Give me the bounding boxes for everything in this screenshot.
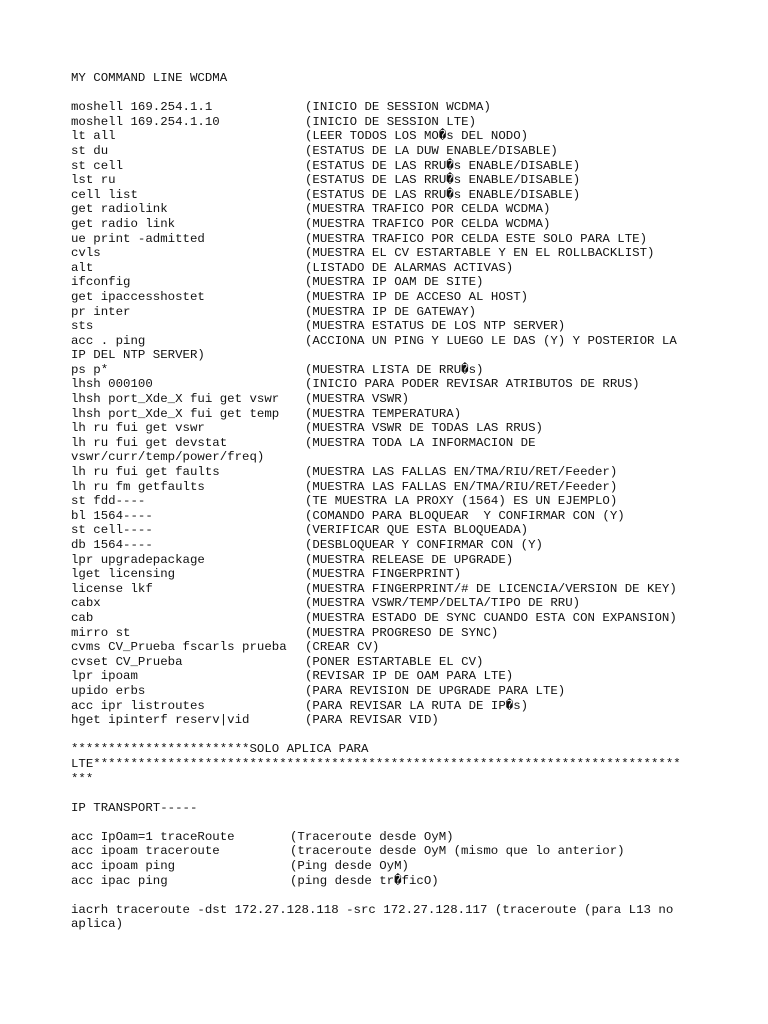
command-description: (MUESTRA RELEASE DE UPGRADE) — [305, 552, 514, 567]
command-description: (MUESTRA EL CV ESTARTABLE Y EN EL ROLLBACKLIST) — [305, 246, 655, 261]
command-text: get ipaccesshostet — [71, 289, 205, 304]
ip-command-list — [71, 830, 711, 888]
command-list — [71, 100, 711, 728]
command-row — [71, 830, 711, 845]
command-row — [71, 538, 711, 553]
lte-banner-line: LTE******************************************************************************* — [71, 756, 681, 771]
command-text: moshell 169.254.1.10 — [71, 114, 220, 129]
command-text: cab — [71, 610, 94, 625]
command-row — [71, 684, 711, 699]
command-text: bl 1564---- — [71, 508, 153, 523]
command-text: acc ipac ping — [71, 873, 168, 888]
command-text: get radiolink — [71, 202, 168, 217]
command-text: acc IpOam=1 traceRoute — [71, 829, 235, 844]
command-description: (PARA REVISAR LA RUTA DE IP�s) — [305, 698, 529, 713]
command-description: (MUESTRA IP OAM DE SITE) — [305, 275, 484, 290]
command-description: (DESBLOQUEAR Y CONFIRMAR CON (Y) — [305, 538, 543, 552]
command-description: (VERIFICAR QUE ESTA BLOQUEADA) — [305, 523, 529, 538]
command-text: license lkf — [71, 581, 153, 596]
command-row — [71, 699, 711, 714]
ip-transport-heading: IP TRANSPORT----- — [71, 800, 198, 815]
command-row — [71, 246, 711, 261]
command-row — [71, 509, 711, 524]
command-description: (ESTATUS DE LA DUW ENABLE/DISABLE) — [305, 143, 558, 158]
command-description: (ESTATUS DE LAS RRU�s ENABLE/DISABLE) — [305, 158, 581, 173]
command-description: (Traceroute desde OyM) — [290, 829, 454, 844]
command-description: (INICIO DE SESSION WCDMA) — [305, 100, 491, 115]
command-row — [71, 202, 711, 217]
command-text: acc ipr listroutes — [71, 698, 205, 713]
command-row — [71, 159, 711, 174]
command-description: (PARA REVISAR VID) — [305, 713, 439, 728]
command-text: upido erbs — [71, 683, 146, 698]
blank-line — [71, 86, 711, 101]
command-description: (CREAR CV) — [305, 640, 380, 655]
command-description: (INICIO DE SESSION LTE) — [305, 114, 477, 129]
command-text: lhsh port_Xde_X fui get vswr — [71, 392, 280, 407]
command-row — [71, 290, 711, 305]
command-row — [71, 596, 711, 611]
command-text: lh ru fm getfaults — [71, 479, 205, 494]
command-row — [71, 319, 711, 334]
iacrh-line: iacrh traceroute -dst 172.27.128.118 -src 172.27.128.117 (traceroute (para L13 no — [71, 902, 674, 917]
command-text: acc . ping — [71, 333, 146, 348]
command-text: lh ru fui get devstat — [71, 435, 228, 450]
command-description: (COMANDO PARA BLOQUEAR Y CONFIRMAR CON (Y) — [305, 508, 625, 523]
command-row — [71, 859, 711, 874]
command-description: (MUESTRA TODA LA INFORMACION DE — [305, 435, 536, 450]
command-row — [71, 874, 711, 889]
command-row — [71, 100, 711, 115]
command-description: (MUESTRA LAS FALLAS EN/TMA/RIU/RET/Feeder) — [305, 465, 618, 480]
command-row — [71, 407, 711, 422]
command-description: (MUESTRA LISTA DE RRU�s) — [305, 362, 484, 377]
command-description: (MUESTRA IP DE GATEWAY) — [305, 304, 477, 319]
command-text: lget licensing — [71, 567, 176, 582]
command-text: moshell 169.254.1.1 — [71, 100, 213, 115]
command-text: lhsh 000100 — [71, 377, 153, 392]
command-text: st fdd---- — [71, 494, 146, 509]
command-description: (Ping desde OyM) — [290, 859, 409, 874]
command-description: (PONER ESTARTABLE EL CV) — [305, 654, 484, 669]
command-text: acc ipoam ping — [71, 859, 176, 874]
command-row — [71, 655, 711, 670]
command-row — [71, 567, 711, 582]
command-description: (MUESTRA VSWR) — [305, 392, 410, 407]
command-text: cell list — [71, 187, 138, 202]
command-row — [71, 669, 711, 684]
command-row — [71, 465, 711, 480]
blank-line — [71, 786, 711, 801]
command-row — [71, 640, 711, 655]
command-description: (MUESTRA ESTADO DE SYNC CUANDO ESTA CON EXPANSION) — [305, 610, 677, 625]
command-description: (MUESTRA LAS FALLAS EN/TMA/RIU/RET/Feeder) — [305, 479, 618, 494]
command-description: (MUESTRA FINGERPRINT) — [305, 567, 462, 582]
command-text: acc ipoam traceroute — [71, 844, 220, 859]
command-description: (LEER TODOS LOS MO�s DEL NODO) — [305, 129, 529, 144]
command-text: lh ru fui get vswr — [71, 421, 205, 436]
command-description: (MUESTRA TRAFICO POR CELDA WCDMA) — [305, 202, 551, 217]
command-description: (REVISAR IP DE OAM PARA LTE) — [305, 669, 514, 684]
command-row — [71, 363, 711, 378]
document-title: MY COMMAND LINE WCDMA — [71, 71, 228, 85]
command-row — [71, 480, 711, 495]
command-description: (MUESTRA TRAFICO POR CELDA ESTE SOLO PARA LTE) — [305, 231, 648, 246]
command-text: cvset CV_Prueba — [71, 654, 183, 669]
command-row — [71, 436, 711, 451]
command-description: (ping desde tr�ficO) — [290, 873, 439, 888]
command-row — [71, 523, 711, 538]
command-row — [71, 713, 711, 728]
lte-banner-line: ************************SOLO APLICA PARA — [71, 742, 369, 757]
command-text: lh ru fui get faults — [71, 465, 220, 480]
command-description-continued: IP DEL NTP SERVER) — [71, 348, 205, 363]
command-text: lt all — [71, 129, 116, 144]
command-row — [71, 844, 711, 859]
command-text: hget ipinterf reserv|vid — [71, 713, 250, 728]
command-row — [71, 217, 711, 232]
blank-line — [71, 888, 711, 903]
command-text: cvms CV_Prueba fscarls prueba — [71, 640, 287, 655]
command-text: ue print -admitted — [71, 231, 205, 246]
command-row — [71, 334, 711, 349]
command-row — [71, 188, 711, 203]
command-text: lst ru — [71, 173, 116, 188]
command-text: get radio link — [71, 216, 176, 231]
blank-line — [71, 815, 711, 830]
command-description: (INICIO PARA PODER REVISAR ATRIBUTOS DE RRUS) — [305, 377, 640, 392]
lte-banner-line: *** — [71, 771, 94, 786]
command-row — [71, 392, 711, 407]
command-row — [71, 626, 711, 641]
command-description: (ESTATUS DE LAS RRU�s ENABLE/DISABLE) — [305, 173, 581, 188]
blank-line — [71, 728, 711, 743]
command-description: (ESTATUS DE LAS RRU�s ENABLE/DISABLE) — [305, 187, 581, 202]
command-description: (TE MUESTRA LA PROXY (1564) ES UN EJEMPLO) — [305, 494, 618, 509]
command-description: (LISTADO DE ALARMAS ACTIVAS) — [305, 260, 514, 275]
command-row — [71, 232, 711, 247]
command-description: (MUESTRA TRAFICO POR CELDA WCDMA) — [305, 216, 551, 231]
command-text: ps p* — [71, 362, 109, 377]
command-text: lhsh port_Xde_X fui get temp — [71, 406, 280, 421]
document-page — [71, 71, 711, 932]
command-description: (MUESTRA VSWR DE TODAS LAS RRUS) — [305, 421, 543, 436]
command-row — [71, 261, 711, 276]
command-row — [71, 144, 711, 159]
command-text: lpr upgradepackage — [71, 552, 205, 567]
command-row — [71, 611, 711, 626]
command-row — [71, 115, 711, 130]
command-text: ifconfig — [71, 275, 131, 290]
command-text: mirro st — [71, 625, 131, 640]
command-text: st cell — [71, 158, 124, 173]
command-description: (MUESTRA VSWR/TEMP/DELTA/TIPO DE RRU) — [305, 596, 581, 611]
command-description: (traceroute desde OyM (mismo que lo anterior) — [290, 844, 625, 859]
command-text: st cell---- — [71, 523, 153, 538]
command-description-continued: vswr/curr/temp/power/freq) — [71, 450, 265, 465]
command-description: (MUESTRA IP DE ACCESO AL HOST) — [305, 289, 529, 304]
command-description: (ACCIONA UN PING Y LUEGO LE DAS (Y) Y POSTERIOR LA — [305, 333, 677, 348]
command-row — [71, 173, 711, 188]
command-row — [71, 494, 711, 509]
command-row — [71, 421, 711, 436]
command-text: pr inter — [71, 304, 131, 319]
command-text: cvls — [71, 246, 101, 261]
command-description: (MUESTRA PROGRESO DE SYNC) — [305, 625, 499, 640]
command-text: db 1564---- — [71, 538, 153, 552]
command-text: lpr ipoam — [71, 669, 138, 684]
command-description: (MUESTRA ESTATUS DE LOS NTP SERVER) — [305, 319, 566, 334]
command-row — [71, 553, 711, 568]
command-row — [71, 129, 711, 144]
command-description: (MUESTRA TEMPERATURA) — [305, 406, 462, 421]
command-row — [71, 377, 711, 392]
command-description: (MUESTRA FINGERPRINT/# DE LICENCIA/VERSION DE KEY) — [305, 581, 677, 596]
command-row — [71, 275, 711, 290]
command-text: alt — [71, 260, 94, 275]
command-text: sts — [71, 319, 94, 334]
command-text: cabx — [71, 596, 101, 611]
iacrh-line: aplica) — [71, 917, 124, 932]
command-text: st du — [71, 143, 109, 158]
command-row — [71, 582, 711, 597]
command-row — [71, 305, 711, 320]
command-description: (PARA REVISION DE UPGRADE PARA LTE) — [305, 683, 566, 698]
